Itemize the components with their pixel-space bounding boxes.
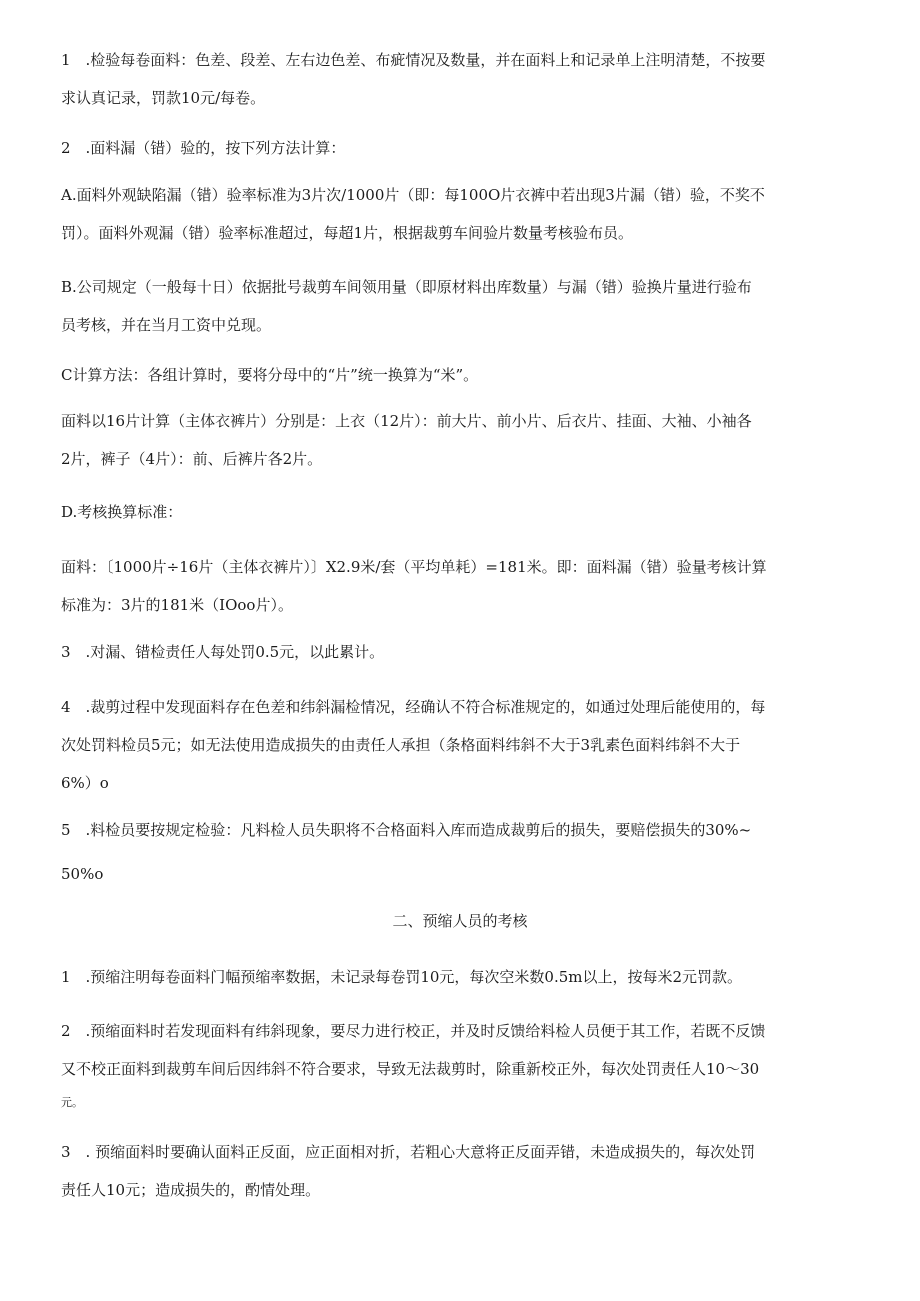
paragraph-2 xyxy=(61,129,861,167)
text-line: 2 .预缩面料时若发现面料有纬斜现象，要尽力进行校正，并及时反馈给料检人员便于其工作，若既不反馈 xyxy=(61,1022,766,1040)
text-line: 罚）。面料外观漏（错）验率标准超过，每超1片，根据裁剪车间验片数量考核验布员。 xyxy=(61,224,634,242)
text-line: 3 . 预缩面料时要确认面料正反面，应正面相对折，若粗心大意将正反面弄错，未造成损失的，每次处罚 xyxy=(61,1143,756,1161)
paragraph-b xyxy=(61,268,861,344)
text-line: 1 .检验每卷面料：色差、段差、左右边色差、布疵情况及数量，并在面料上和记录单上注明清楚，不按要 xyxy=(61,51,766,69)
text-line: 6%）o xyxy=(61,774,109,792)
paragraph-shrink-1 xyxy=(61,958,861,996)
paragraph-c xyxy=(61,356,861,394)
text-line: D.考核换算标准： xyxy=(61,503,183,521)
text-line: 3 .对漏、错检责任人每处罚0.5元，以此累计。 xyxy=(61,643,385,661)
text-line: 员考核，并在当月工资中兑现。 xyxy=(61,316,272,334)
paragraph-formula xyxy=(61,548,861,624)
text-line: 4 .裁剪过程中发现面料存在色差和纬斜漏检情况，经确认不符合标准规定的，如通过处理后能使用的，每 xyxy=(61,698,766,716)
section-heading: 二、预缩人员的考核 xyxy=(392,912,528,930)
text-line: 面料以16片计算（主体衣裤片）分别是：上衣（12片）：前大片、前小片、后衣片、挂面、大袖、小袖各 xyxy=(61,412,752,430)
text-line: 面料：〔1000片÷16片（主体衣裤片）〕X2.9米/套（平均单耗）=181米。即：面料漏（错）验量考核计算 xyxy=(61,558,767,576)
paragraph-d xyxy=(61,493,861,531)
text-line: 求认真记录，罚款10元/每卷。 xyxy=(61,89,266,107)
text-line: 又不校正面料到裁剪车间后因纬斜不符合要求，导致无法裁剪时，除重新校正外，每次处罚责任人10～30 xyxy=(61,1060,760,1078)
paragraph-5 xyxy=(61,811,861,849)
paragraph-shrink-3 xyxy=(61,1133,861,1209)
text-line: 2 .面料漏（错）验的，按下列方法计算： xyxy=(61,139,346,157)
paragraph-fabric-count xyxy=(61,402,861,478)
text-line: A.面料外观缺陷漏（错）验率标准为3片次/1000片（即：每100O片衣裤中若出现3片漏（错）验，不奖不 xyxy=(61,186,765,204)
paragraph-4 xyxy=(61,688,861,802)
text-line: 责任人10元；造成损失的，酌情处理。 xyxy=(61,1181,321,1199)
text-line: C计算方法：各组计算时，要将分母中的“片”统一换算为“米”。 xyxy=(61,366,479,384)
text-line: 1 .预缩注明每卷面料门幅预缩率数据，未记录每卷罚10元，每次空米数0.5m以上，按每米2元罚款。 xyxy=(61,968,743,986)
text-line: 元。 xyxy=(61,1096,83,1109)
paragraph-shrink-2 xyxy=(61,1012,861,1118)
text-line: 5 .料检员要按规定检验：凡料检人员失职将不合格面料入库而造成裁剪后的损失，要赔偿损失的30%~ xyxy=(61,821,752,839)
text-line: 2片，裤子（4片）：前、后裤片各2片。 xyxy=(61,450,323,468)
paragraph-3 xyxy=(61,633,861,671)
text-line: 50%o xyxy=(61,865,104,883)
paragraph-a xyxy=(61,176,861,252)
paragraph-1 xyxy=(61,41,861,117)
text-line: B.公司规定（一般每十日）依据批号裁剪车间领用量（即原材料出库数量）与漏（错）验换片量进行验布 xyxy=(61,278,752,296)
paragraph-5-continued xyxy=(61,855,861,893)
text-line: 次处罚料检员5元；如无法使用造成损失的由责任人承担（条格面料纬斜不大于3乳素色面料纬斜不大于 xyxy=(61,736,741,754)
text-line: 标准为：3片的181米（IOoo片）。 xyxy=(61,596,293,614)
